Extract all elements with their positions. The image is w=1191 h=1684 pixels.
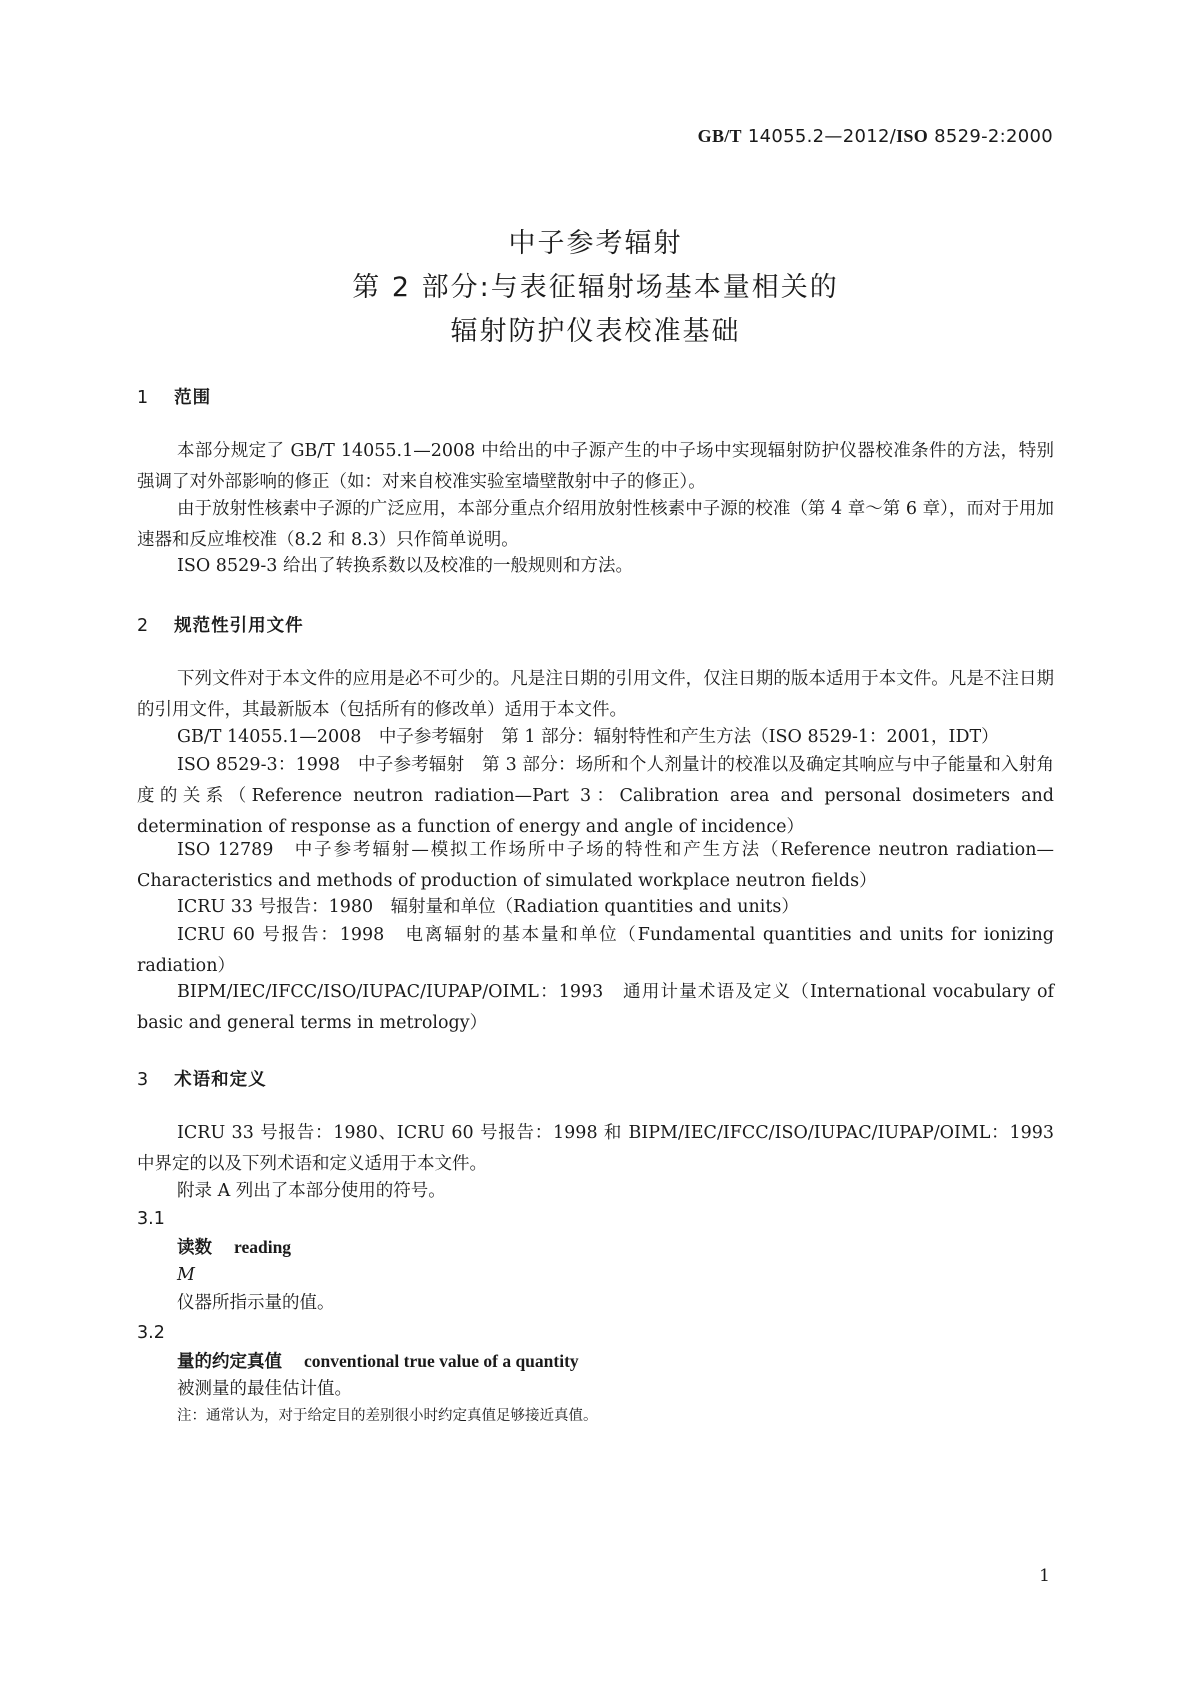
term-chinese: 量的约定真值 (177, 1352, 282, 1372)
section-title: 术语和定义 (174, 1070, 267, 1090)
section-2-intro: 下列文件对于本文件的应用是必不可少的。凡是注日期的引用文件，仅注日期的版本适用于本文件。凡是不注日期的引用文件，其最新版本（包括所有的修改单）适用于本文件。 (137, 669, 1054, 720)
term-symbol: M (177, 1265, 195, 1285)
term-note: 注：通常认为，对于给定目的差别很小时约定真值足够接近真值。 (177, 1408, 598, 1424)
section-title: 范围 (174, 388, 212, 408)
title-line-1: 中子参考辐射 (508, 228, 683, 259)
document-code (698, 126, 1053, 147)
code-iso-rest: 8529-2:2000 (934, 126, 1053, 147)
document-title (0, 222, 1191, 354)
section-1-paragraph-3: ISO 8529-3 给出了转换系数以及校准的一般规则和方法。 (177, 556, 633, 576)
term-number: 3.2 (137, 1323, 165, 1343)
section-1-paragraph-2: 由于放射性核素中子源的广泛应用，本部分重点介绍用放射性核素中子源的校准（第 4 章～第 6 章），而对于用加速器和反应堆校准（8.2 和 8.3）只作简单说明。 (137, 499, 1054, 550)
code-prefix: GB/T (697, 126, 742, 146)
section-number: 3 (137, 1070, 150, 1090)
reference-item: ISO 8529-3：1998 中子参考辐射 第 3 部分：场所和个人剂量计的校准以及确定其响应与中子能量和入射角度的关系（Reference neutron radiation—Part 3：Calibration area and personal dosimeters and determination of response as a function of energy and angle of incidence） (137, 755, 1054, 837)
code-iso: ISO (896, 126, 929, 146)
section-2-heading (137, 612, 304, 637)
section-1-paragraph-1: 本部分规定了 GB/T 14055.1—2008 中给出的中子源产生的中子场中实现辐射防护仪器校准条件的方法，特别强调了对外部影响的修正（如：对来自校准实验室墙壁散射中子的修正）。 (137, 441, 1054, 492)
reference-item: BIPM/IEC/IFCC/ISO/IUPAC/IUPAP/OIML：1993 通用计量术语及定义（International vocabulary of basic and general terms in metrology） (137, 982, 1054, 1033)
reference-item: ICRU 33 号报告：1980 辐射量和单位（Radiation quantities and units） (177, 897, 799, 917)
title-line-3: 辐射防护仪表校准基础 (450, 316, 741, 347)
reference-item: ICRU 60 号报告：1998 电离辐射的基本量和单位（Fundamental quantities and units for ionizing radiation） (137, 925, 1054, 976)
reference-item: ISO 12789 中子参考辐射—模拟工作场所中子场的特性和产生方法（Reference neutron radiation—Characteristics and methods of production of simulated workplace neutron fields） (137, 840, 1054, 891)
section-number: 2 (137, 616, 150, 636)
title-line-2: 第 2 部分:与表征辐射场基本量相关的 (352, 272, 839, 303)
term-definition: 仪器所指示量的值。 (177, 1293, 335, 1313)
section-3-paragraph-1: ICRU 33 号报告：1980、ICRU 60 号报告：1998 和 BIPM/IEC/IFCC/ISO/IUPAC/IUPAP/OIML：1993 中界定的以及下列术语和定义适用于本文件。 (137, 1123, 1054, 1174)
section-3-heading (137, 1066, 267, 1091)
code-main: 14055.2—2012/ (747, 126, 897, 147)
term-number: 3.1 (137, 1209, 165, 1229)
term-english: conventional true value of a quantity (304, 1351, 579, 1371)
term-definition: 被测量的最佳估计值。 (177, 1379, 352, 1399)
section-3-paragraph-2: 附录 A 列出了本部分使用的符号。 (177, 1181, 446, 1201)
section-number: 1 (137, 388, 150, 408)
page-number: 1 (1039, 1566, 1050, 1586)
section-1-heading (137, 384, 211, 409)
reference-item: GB/T 14055.1—2008 中子参考辐射 第 1 部分：辐射特性和产生方法（ISO 8529-1：2001，IDT） (177, 727, 999, 747)
term-chinese: 读数 (177, 1238, 212, 1258)
section-title: 规范性引用文件 (174, 616, 304, 636)
term-english: reading (234, 1237, 292, 1257)
